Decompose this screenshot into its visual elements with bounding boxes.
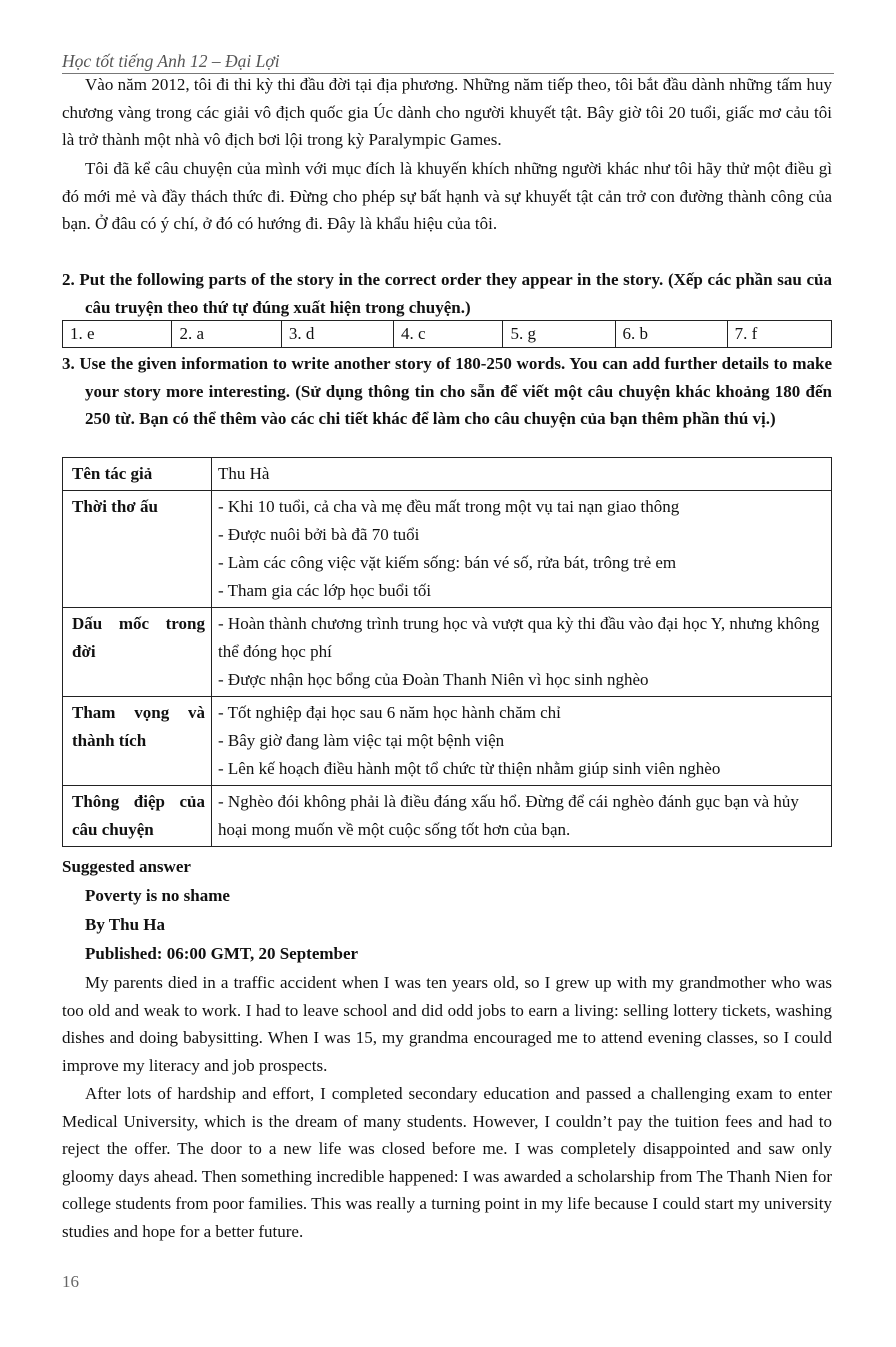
childhood-item: - Được nuôi bởi bà đã 70 tuổi — [218, 525, 420, 544]
answer-order-table — [62, 320, 832, 348]
story-paragraph-1: My parents died in a traffic accident when I was ten years old, so I grew up with my grandmother who was too old and weak to work. I had to leave school and did odd jobs to earn a living: selling lottery tickets, washing dishes and doing babysitting. When I was 15, my grandma encouraged me to attend evening classes, so I could improve my literacy and job prospects. — [62, 973, 832, 1075]
question-3: 3. Use the given information to write another story of 180-250 words. You can add further details to make your story more interesting. (Sử dụng thông tin cho sẵn để viết một câu chuyện khác khoảng 180 đến 250 từ. Bạn có thể thêm vào các chi tiết khác để làm cho câu chuyện của bạn thêm phần thú vị.) — [62, 354, 832, 428]
childhood-item: - Tham gia các lớp học buổi tối — [218, 581, 432, 600]
ambition-item: - Bây giờ đang làm việc tại một bệnh viện — [218, 731, 505, 750]
running-header: Học tốt tiếng Anh 12 – Đại Lợi — [62, 50, 834, 74]
story-info-table — [62, 457, 832, 847]
question-2: 2. Put the following parts of the story in the correct order they appear in the story. (Xếp các phần sau của câu truyện theo thứ tự đúng xuất hiện trong chuyện.) — [62, 270, 832, 317]
ambition-item: - Tốt nghiệp đại học sau 6 năm học hành chăm chỉ — [218, 703, 561, 722]
answer-cell: 6. b — [615, 321, 727, 348]
author-value: Thu Hà — [212, 458, 832, 491]
milestones-label: Dấu mốc trong đời — [63, 608, 212, 697]
intro-paragraph-1: Vào năm 2012, tôi đi thi kỳ thi đầu đời tại địa phương. Những năm tiếp theo, tôi bắt đầu dành những tấm huy chương vàng trong các giải vô địch quốc gia Úc dành cho người khuyết tật. Bây giờ tôi 20 tuổi, giấc mơ cảu tôi là trở thành một nhà vô địch bơi lội trong kỳ Paralympic Games. — [62, 75, 832, 149]
ambitions-cell — [212, 697, 832, 786]
intro-paragraph-2: Tôi đã kể câu chuyện của mình với mục đích là khuyến khích những người khác như tôi hãy thử một điều gì đó mới mẻ và đầy thách thức đi. Đừng cho phép sự bất hạnh và sự khuyết tật cản trở con đường thành công của bạn. Ở đâu có ý chí, ở đó có hướng đi. Đây là khẩu hiệu của tôi. — [62, 159, 832, 233]
story-paragraph-2: After lots of hardship and effort, I completed secondary education and passed a challenging exam to enter Medical University, which is the dream of many students. However, I couldn’t pay the tuition fees and had to reject the offer. The door to a new life was closed before me. I was completely disappointed and saw only gloomy days ahead. Then something incredible happened: I was awarded a scholarship from The Thanh Nien for college students from poor families. This was really a turning point in my life because I could start my university studies and hope for a better future. — [62, 1084, 832, 1241]
answer-cell: 5. g — [503, 321, 615, 348]
story-title: Poverty is no shame — [85, 886, 230, 905]
childhood-item: - Làm các công việc vặt kiếm sống: bán vé số, rửa bát, trông trẻ em — [218, 553, 677, 572]
milestones-cell — [212, 608, 832, 697]
ambition-item: - Lên kế hoạch điều hành một tổ chức từ thiện nhằm giúp sinh viên nghèo — [218, 759, 721, 778]
milestone-item: - Được nhận học bổng của Đoàn Thanh Niên vì học sinh nghèo — [218, 670, 649, 689]
story-byline: By Thu Ha — [85, 915, 166, 934]
answer-cell: 4. c — [394, 321, 503, 348]
answer-cell: 2. a — [172, 321, 281, 348]
childhood-cell — [212, 491, 832, 608]
author-label: Tên tác giả — [63, 458, 212, 491]
ambitions-label: Tham vọng và thành tích — [63, 697, 212, 786]
story-published: Published: 06:00 GMT, 20 September — [85, 944, 359, 963]
answer-cell: 1. e — [63, 321, 172, 348]
milestone-item: - Hoàn thành chương trình trung học và vượt qua kỳ thi đầu vào đại học Y, nhưng không thể đóng học phí — [218, 614, 820, 661]
suggested-answer-heading: Suggested answer — [62, 857, 191, 876]
childhood-item: - Khi 10 tuổi, cả cha và mẹ đều mất trong một vụ tai nạn giao thông — [218, 497, 680, 516]
childhood-label: Thời thơ ấu — [63, 491, 212, 608]
message-value: - Nghèo đói không phải là điều đáng xấu hổ. Đừng để cái nghèo đánh gục bạn và hủy hoại mong muốn về một cuộc sống tốt hơn của bạn. — [212, 786, 832, 847]
answer-cell: 3. d — [281, 321, 393, 348]
message-label: Thông điệp của câu chuyện — [63, 786, 212, 847]
answer-cell: 7. f — [727, 321, 831, 348]
page-number: 16 — [62, 1272, 79, 1291]
